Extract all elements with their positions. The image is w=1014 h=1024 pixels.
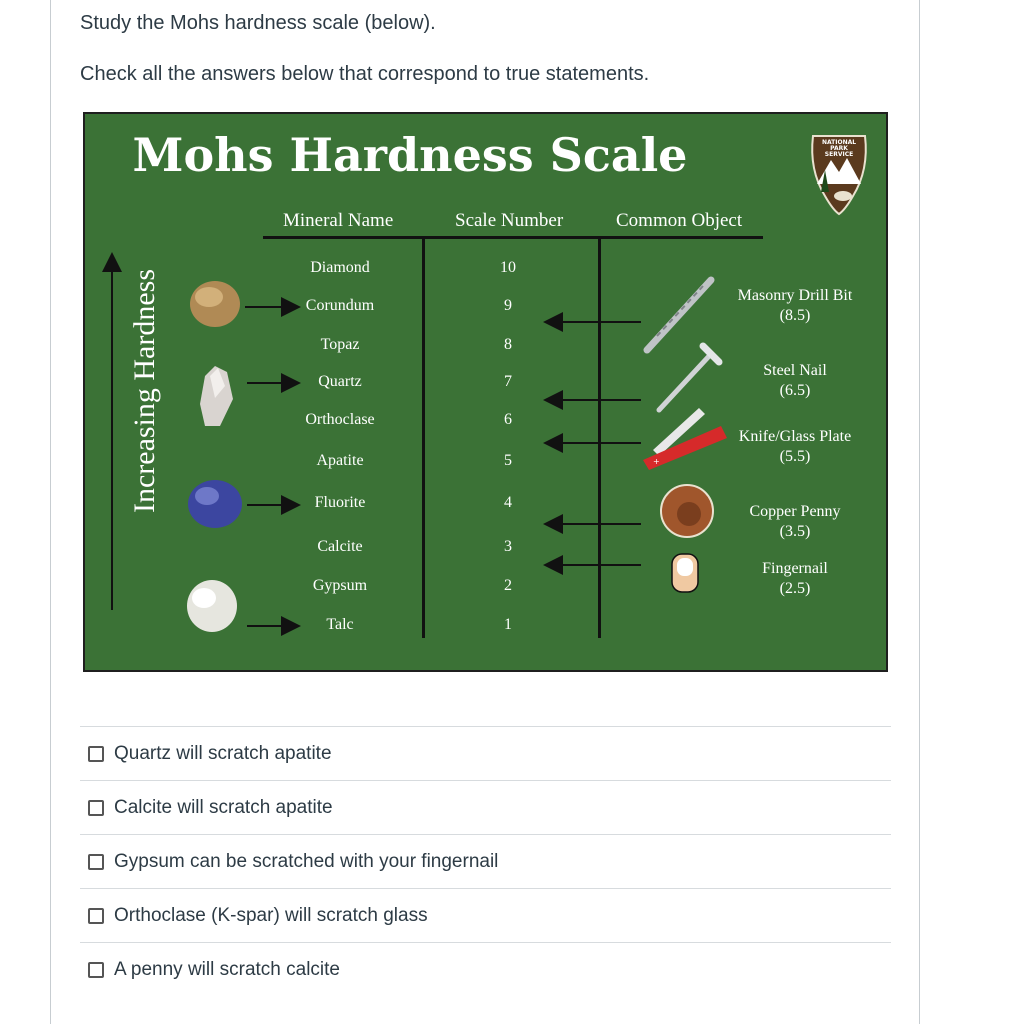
- scale-number-3: 3: [504, 538, 512, 555]
- option-orthoclase-glass[interactable]: [80, 888, 891, 942]
- mineral-topaz: Topaz: [320, 336, 360, 353]
- object-fingernail-value: (2.5): [779, 580, 811, 597]
- fingernail-icon: [672, 554, 698, 592]
- scale-number-8: 8: [504, 336, 512, 353]
- scale-number-2: 2: [504, 577, 512, 594]
- checkbox[interactable]: [88, 962, 104, 978]
- option-label: Gypsum can be scratched with your fingernail: [114, 850, 499, 872]
- talc-sample-icon: [187, 580, 237, 632]
- option-label: Quartz will scratch apatite: [114, 742, 332, 764]
- mineral-calcite: Calcite: [317, 538, 363, 555]
- copper-penny-icon: [661, 485, 713, 537]
- mineral-fluorite: Fluorite: [314, 494, 366, 511]
- answer-options: [80, 726, 891, 996]
- column-header-scale: Scale Number: [455, 210, 564, 231]
- svg-text:+: +: [653, 457, 660, 466]
- steel-nail-icon: [659, 346, 719, 410]
- fluorite-sample-icon: [188, 480, 242, 528]
- option-penny-calcite[interactable]: [80, 942, 891, 996]
- axis-label: Increasing Hardness: [128, 268, 161, 514]
- object-knife-glass-name: Knife/Glass Plate: [738, 428, 852, 445]
- object-drill-bit-value: (8.5): [779, 307, 811, 324]
- object-steel-nail-value: (6.5): [779, 382, 811, 399]
- option-calcite-apatite[interactable]: [80, 780, 891, 834]
- svg-text:NATIONAL: NATIONAL: [821, 139, 857, 146]
- svg-text:PARK: PARK: [830, 145, 848, 152]
- option-label: Orthoclase (K-spar) will scratch glass: [114, 904, 428, 926]
- object-copper-penny-name: Copper Penny: [749, 503, 841, 520]
- mineral-corundum: Corundum: [305, 297, 375, 314]
- object-knife-glass-value: (5.5): [779, 448, 811, 465]
- scale-number-7: 7: [504, 373, 512, 390]
- column-header-object: Common Object: [616, 210, 743, 231]
- corundum-sample-icon: [190, 281, 240, 327]
- scale-number-10: 10: [500, 259, 516, 276]
- question-intro: Study the Mohs hardness scale (below).: [80, 12, 436, 34]
- quartz-sample-icon: [200, 366, 233, 426]
- option-label: A penny will scratch calcite: [114, 958, 340, 980]
- scale-number-1: 1: [504, 616, 512, 633]
- option-quartz-apatite[interactable]: [80, 726, 891, 780]
- mohs-scale-figure: [83, 112, 888, 672]
- object-drill-bit-name: Masonry Drill Bit: [737, 287, 853, 304]
- object-copper-penny-value: (3.5): [779, 523, 811, 540]
- scale-number-9: 9: [504, 297, 512, 314]
- mineral-apatite: Apatite: [316, 452, 364, 469]
- option-gypsum-fingernail[interactable]: [80, 834, 891, 888]
- mineral-diamond: Diamond: [310, 259, 370, 276]
- checkbox[interactable]: [88, 854, 104, 870]
- object-fingernail-name: Fingernail: [762, 560, 828, 577]
- checkbox[interactable]: [88, 800, 104, 816]
- scale-number-6: 6: [504, 411, 512, 428]
- column-header-mineral: Mineral Name: [283, 210, 394, 231]
- increasing-hardness-arrow-icon: [102, 252, 122, 610]
- scale-number-5: 5: [504, 452, 512, 469]
- option-label: Calcite will scratch apatite: [114, 796, 333, 818]
- drill-bit-icon: [647, 280, 711, 350]
- checkbox[interactable]: [88, 908, 104, 924]
- checkbox[interactable]: [88, 746, 104, 762]
- mineral-talc: Talc: [326, 616, 354, 633]
- mineral-orthoclase: Orthoclase: [305, 411, 375, 428]
- scale-number-4: 4: [504, 494, 512, 511]
- pocket-knife-icon: [643, 408, 727, 470]
- mineral-quartz: Quartz: [318, 373, 362, 390]
- question-instruction: Check all the answers below that correspond to true statements.: [80, 63, 650, 85]
- mineral-gypsum: Gypsum: [312, 577, 368, 594]
- object-steel-nail-name: Steel Nail: [763, 362, 827, 379]
- figure-title: Mohs Hardness Scale: [132, 128, 688, 182]
- svg-text:SERVICE: SERVICE: [824, 151, 854, 158]
